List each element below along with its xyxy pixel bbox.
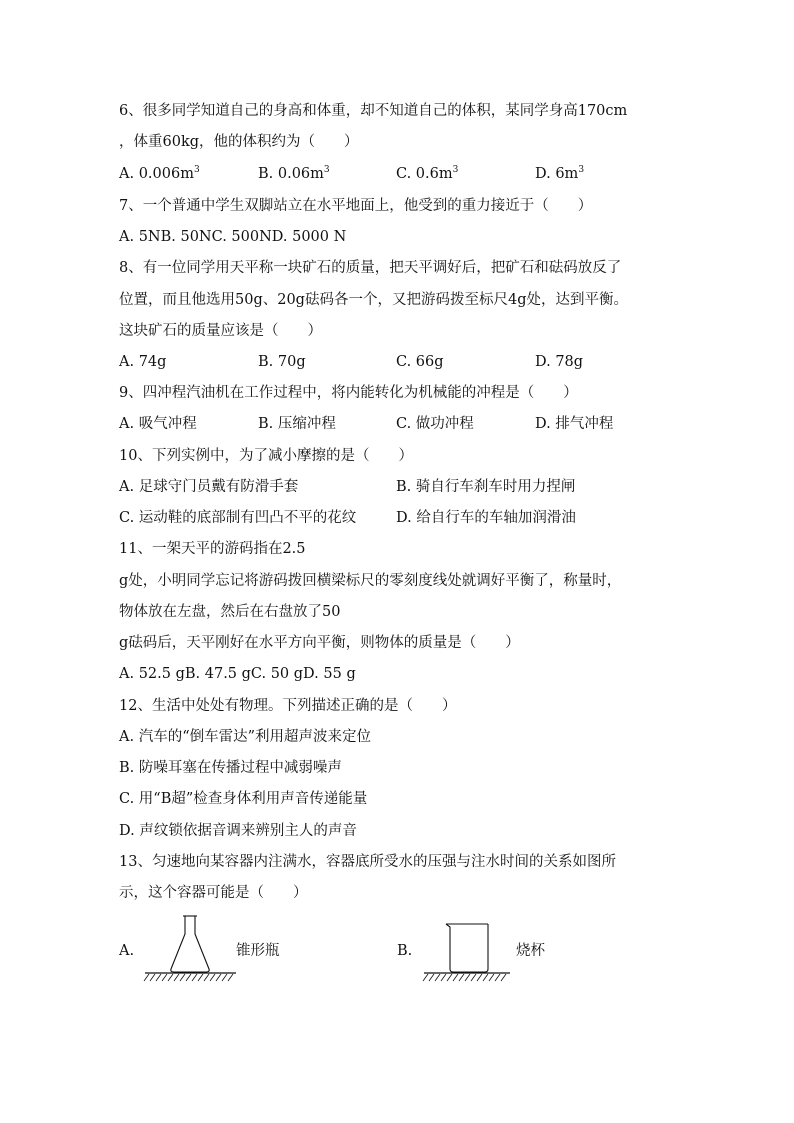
- q12-option-c: C. 用“B超”检查身体利用声音传递能量: [119, 791, 368, 807]
- q10-option-b: B. 骑自行车刹车时用力捏闸: [396, 479, 576, 495]
- q13-stem-line2: 示，这个容器可能是（ ）: [119, 885, 308, 901]
- q8-option-c: C. 66g: [396, 354, 444, 370]
- q6-stem-line1: 6、很多同学知道自己的身高和体重，却不知道自己的体积，某同学身高170cm: [119, 103, 628, 119]
- q10-option-a: A. 足球守门员戴有防滑手套: [119, 479, 299, 495]
- q13-option-a-letter: A.: [119, 943, 135, 959]
- q6-option-b: B. $0.06m^3$: [258, 165, 330, 182]
- q9-option-b: B. 压缩冲程: [258, 416, 336, 432]
- q6-option-d: D. $6m^3$: [535, 165, 585, 182]
- q9-option-d: D. 排气冲程: [535, 416, 614, 432]
- q8-stem-line3: 这块矿石的质量应该是（ ）: [119, 323, 322, 339]
- q8-option-d: D. 78g: [535, 354, 584, 370]
- q11-stem-line1: 11、一架天平的游码指在2.5: [119, 541, 306, 557]
- q6-stem-line2: ，体重60kg，他的体积约为（ ）: [119, 134, 359, 150]
- q7-options: A. 5NB. 50NC. 500ND. 5000 N: [119, 229, 347, 245]
- q11-stem-line4: g砝码后，天平刚好在水平方向平衡，则物体的质量是（ ）: [119, 635, 520, 651]
- q13-option-b-name: 烧杯: [516, 943, 545, 959]
- q12-option-b: B. 防噪耳塞在传播过程中减弱噪声: [119, 760, 342, 776]
- q10-option-c: C. 运动鞋的底部制有凹凸不平的花纹: [119, 510, 357, 526]
- q12-stem: 12、生活中处处有物理。下列描述正确的是（ ）: [119, 698, 457, 714]
- q9-stem: 9、四冲程汽油机在工作过程中，将内能转化为机械能的冲程是（ ）: [119, 385, 578, 401]
- q9-option-c: C. 做功冲程: [396, 416, 474, 432]
- q13-option-b-letter: B.: [397, 943, 413, 959]
- q10-stem: 10、下列实例中，为了减小摩擦的是（ ）: [119, 448, 413, 464]
- q6-option-a: A. $0.006m^3$: [119, 165, 200, 182]
- q8-stem-line2: 位置，而且他选用50g、20g砝码各一个，又把游码拨至标尺4g处，达到平衡。: [119, 292, 628, 308]
- q8-option-b: B. 70g: [258, 354, 306, 370]
- q13-stem-line1: 13、匀速地向某容器内注满水，容器底所受水的压强与注水时间的关系如图所: [119, 854, 616, 870]
- conical-flask-figure: [143, 912, 238, 984]
- q11-options: A. 52.5 gB. 47.5 gC. 50 gD. 55 g: [119, 666, 356, 682]
- q12-option-d: D. 声纹锁依据音调来辨别主人的声音: [119, 823, 357, 839]
- beaker-figure: [422, 918, 512, 984]
- q12-option-a: A. 汽车的“倒车雷达”利用超声波来定位: [119, 729, 372, 745]
- q9-option-a: A. 吸气冲程: [119, 416, 197, 432]
- q13-option-a-name: 锥形瓶: [236, 943, 280, 959]
- q11-stem-line2: g处，小明同学忘记将游码拨回横梁标尺的零刻度线处就调好平衡了，称量时，: [119, 573, 622, 589]
- q8-option-a: A. 74g: [119, 354, 167, 370]
- q6-option-c: C. $0.6m^3$: [396, 165, 459, 182]
- q10-option-d: D. 给自行车的车轴加润滑油: [396, 510, 576, 526]
- q11-stem-line3: 物体放在左盘，然后在右盘放了50: [119, 604, 341, 620]
- q8-stem-line1: 8、有一位同学用天平称一块矿石的质量，把天平调好后，把矿石和砝码放反了: [119, 260, 622, 276]
- q7-stem: 7、一个普通中学生双脚站立在水平地面上，他受到的重力接近于（ ）: [119, 198, 593, 214]
